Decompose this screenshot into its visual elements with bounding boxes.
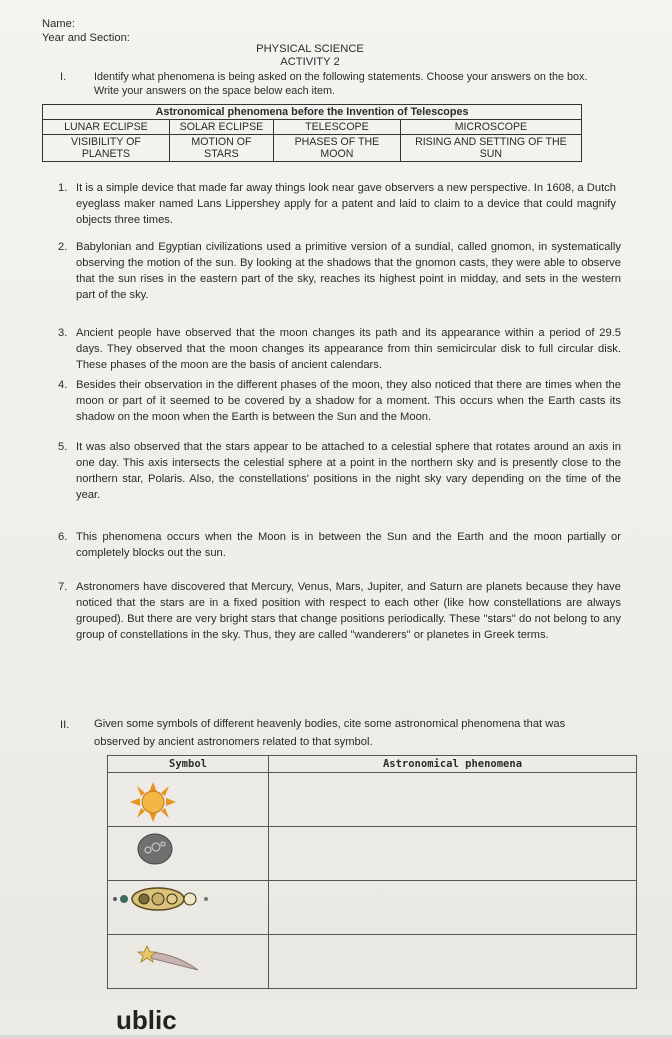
part1-numeral: I.: [60, 71, 67, 83]
part2-instructions-2: observed by ancient astronomers related to that symbol.: [94, 736, 373, 748]
answer-cell[interactable]: [269, 935, 637, 989]
item-text: Besides their observation in the different phases of the moon, they also noticed that there are times when the moon or part of it seemed to be covered by a shadow for a moment. This occurs when the Earth casts its shadow on the moon when the Earth is between the Sun and the Moon.: [76, 379, 621, 423]
moon-icon: [136, 832, 174, 866]
item-text: Babylonian and Egyptian civilizations used a primitive version of a sundial, called gnomon, in systematically observing the motion of the sun. By looking at the shadows that the gnomon casts, they were able to observe that the sun rises in the eastern part of the sky, reaches its highest point in midday, and sets in the western part of the sky.: [76, 241, 621, 301]
column-header-symbol: Symbol: [108, 756, 269, 773]
answer-cell[interactable]: [269, 827, 637, 881]
item-number: 3.: [58, 327, 68, 339]
choice: MICROSCOPE: [400, 120, 581, 135]
item-text: Ancient people have observed that the moon changes its path and its appearance within a period of 29.5 days. They observed that the moon changes its appearance from thin semicircular disk to full circular disk. These phases of the moon are the basis of ancient calendars.: [76, 327, 621, 371]
sun-icon: [130, 782, 176, 822]
item-text: It was also observed that the stars appear to be attached to a celestial sphere that rotates around an axis in one day. This axis intersects the celestial sphere at a point in the northern sky and is presently close to the northern star, Polaris. Also, the constellations' positions in the night sky vary depending on the time of the year.: [76, 441, 621, 501]
item-number: 7.: [58, 581, 68, 593]
choice: MOTION OF STARS: [169, 135, 273, 162]
footer-partial-text: ublic: [116, 1005, 177, 1035]
item-text: This phenomena occurs when the Moon is in between the Sun and the Earth and the moon partially or completely blocks out the sun.: [76, 531, 621, 559]
name-label: Name:: [42, 18, 75, 30]
item-number: 6.: [58, 531, 68, 543]
page-bottom-edge: [0, 1000, 672, 1035]
choice: PHASES OF THE MOON: [273, 135, 400, 162]
symbol-cell: [108, 827, 269, 881]
choice: SOLAR ECLIPSE: [169, 120, 273, 135]
activity-title: ACTIVITY 2: [280, 56, 340, 68]
section-label: Year and Section:: [42, 32, 130, 44]
answer-cell[interactable]: [269, 773, 637, 827]
part2-instructions: Given some symbols of different heavenly bodies, cite some astronomical phenomena that was: [94, 718, 566, 730]
part1-instructions: Identify what phenomena is being asked on the following statements. Choose your answers on the box.: [94, 71, 588, 83]
item-number: 4.: [58, 379, 68, 391]
item-text: It is a simple device that made far away things look near gave observers a new perspective. In 1608, a Dutch eyeglass maker named Lans Lippershey apply for a patent and laid to claim to a device that could magnify objects three times.: [76, 182, 616, 226]
comet-icon: [136, 944, 200, 974]
item-number: 2.: [58, 241, 68, 253]
item-number: 5.: [58, 441, 68, 453]
part2-numeral: II.: [60, 719, 70, 731]
choice: VISIBILITY OF PLANETS: [43, 135, 170, 162]
item-number: 1.: [58, 182, 68, 194]
choice: RISING AND SETTING OF THE SUN: [400, 135, 581, 162]
answer-cell[interactable]: [269, 881, 637, 935]
column-header-phenomena: Astronomical phenomena: [269, 756, 637, 773]
answer-choices-box: [42, 104, 582, 162]
choice: TELESCOPE: [273, 120, 400, 135]
planets-icon: [110, 886, 220, 912]
box-title: Astronomical phenomena before the Invention of Telescopes: [43, 105, 582, 120]
subject-title: PHYSICAL SCIENCE: [256, 43, 364, 55]
item-text: Astronomers have discovered that Mercury, Venus, Mars, Jupiter, and Saturn are planets because they have noticed that the stars are in a fixed position with respect to each other (like how constellations are always grouped). But there are very bright stars that change positions periodically. These "stars" do not belong to any group of constellations in the sky. Thus, they are called "wanderers" or planetes in Greek terms.: [76, 581, 621, 641]
part1-instructions-2: Write your answers on the space below each item.: [94, 85, 336, 97]
choice: LUNAR ECLIPSE: [43, 120, 170, 135]
